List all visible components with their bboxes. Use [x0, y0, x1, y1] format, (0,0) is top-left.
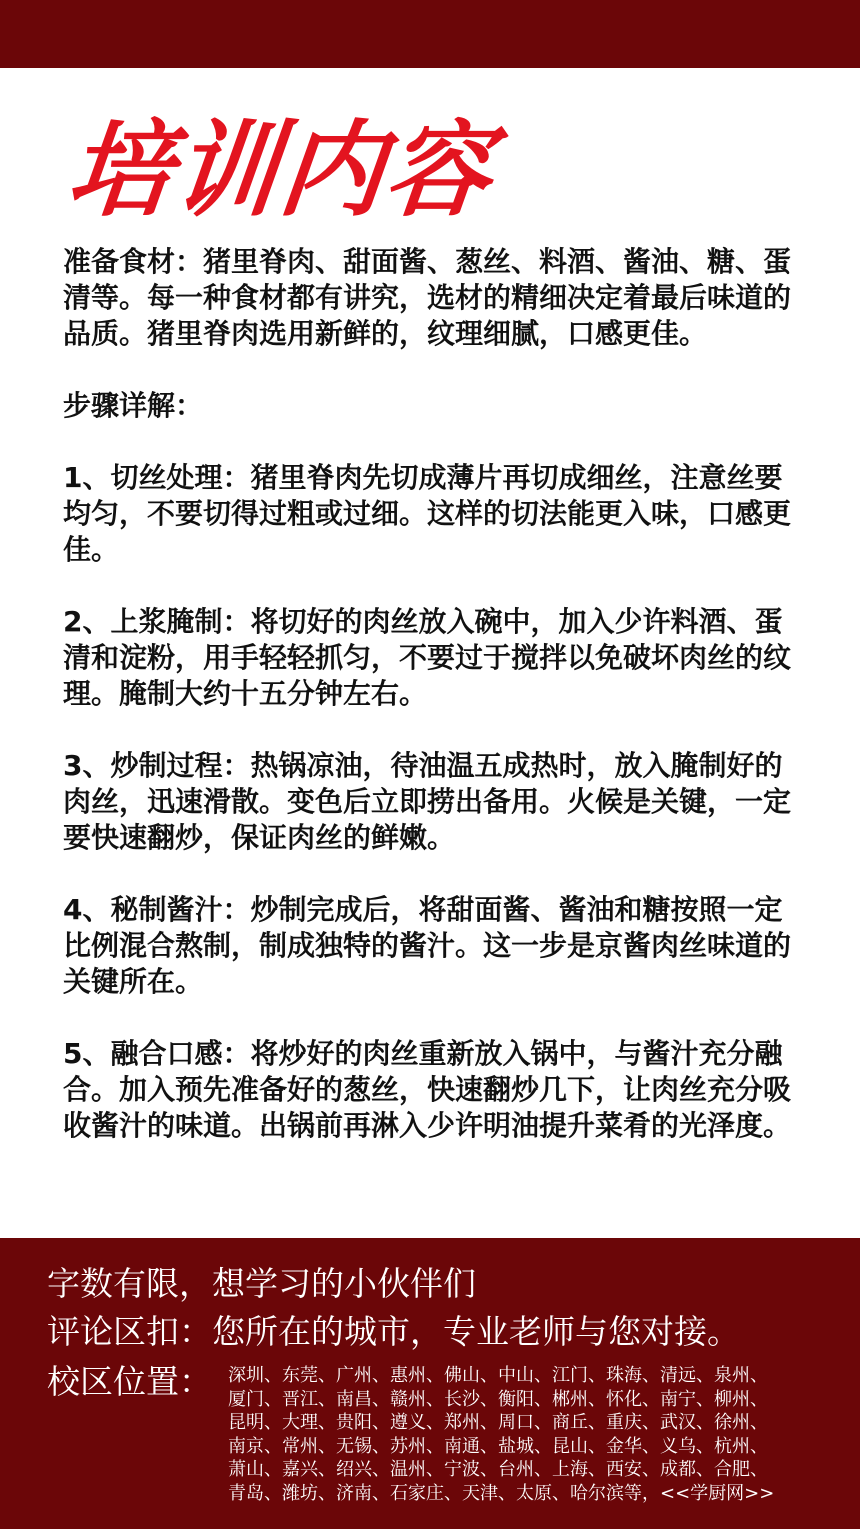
campus-row: 厦门、晋江、南昌、赣州、长沙、衡阳、郴州、怀化、南宁、柳州、 [228, 1388, 768, 1410]
footer-line-1: 字数有限，想学习的小伙伴们 [47, 1264, 476, 1303]
article-body [63, 244, 793, 1144]
campus-row: 南京、常州、无锡、苏州、南通、盐城、昆山、金华、义乌、杭州、 [228, 1435, 768, 1457]
campus-row: 青岛、潍坊、济南、石家庄、天津、太原、哈尔滨等，<<学厨网>> [228, 1482, 775, 1504]
step-1-paragraph: 1、切丝处理：猪里脊肉先切成薄片再切成细丝，注意丝要均匀，不要切得过粗或过细。这样的切法能更入味，口感更佳。 [63, 461, 792, 566]
step-5-paragraph: 5、融合口感：将炒好的肉丝重新放入锅中，与酱汁充分融合。加入预先准备好的葱丝，快速翻炒几下，让肉丝充分吸收酱汁的味道。出锅前再淋入少许明油提升菜肴的光泽度。 [63, 1037, 792, 1142]
top-banner [0, 0, 860, 68]
page-title: 培训内容 [61, 109, 499, 231]
ingredients-paragraph: 准备食材：猪里脊肉、甜面酱、葱丝、料酒、酱油、糖、蛋清等。每一种食材都有讲究，选材的精细决定着最后味道的品质。猪里脊肉选用新鲜的，纹理细腻，口感更佳。 [63, 245, 792, 350]
step-4-paragraph: 4、秘制酱汁：炒制完成后，将甜面酱、酱油和糖按照一定比例混合熬制，制成独特的酱汁。这一步是京酱肉丝味道的关键所在。 [63, 893, 792, 998]
campus-row: 深圳、东莞、广州、惠州、佛山、中山、江门、珠海、清远、泉州、 [228, 1365, 768, 1386]
campus-list [228, 1364, 828, 1505]
step-3-paragraph: 3、炒制过程：热锅凉油，待油温五成热时，放入腌制好的肉丝，迅速滑散。变色后立即捞出备用。火候是关键，一定要快速翻炒，保证肉丝的鲜嫩。 [63, 749, 792, 854]
steps-heading: 步骤详解： [63, 389, 204, 422]
campus-row: 昆明、大理、贵阳、遵义、郑州、周口、商丘、重庆、武汉、徐州、 [228, 1412, 768, 1433]
campus-row: 萧山、嘉兴、绍兴、温州、宁波、台州、上海、西安、成都、合肥、 [228, 1459, 768, 1480]
campus-label: 校区位置： [47, 1362, 212, 1401]
footer-line-2: 评论区扣：您所在的城市，专业老师与您对接。 [47, 1312, 740, 1351]
step-2-paragraph: 2、上浆腌制：将切好的肉丝放入碗中，加入少许料酒、蛋清和淀粉，用手轻轻抓匀，不要过于搅拌以免破坏肉丝的纹理。腌制大约十五分钟左右。 [63, 605, 792, 710]
footer-panel [0, 1238, 860, 1529]
